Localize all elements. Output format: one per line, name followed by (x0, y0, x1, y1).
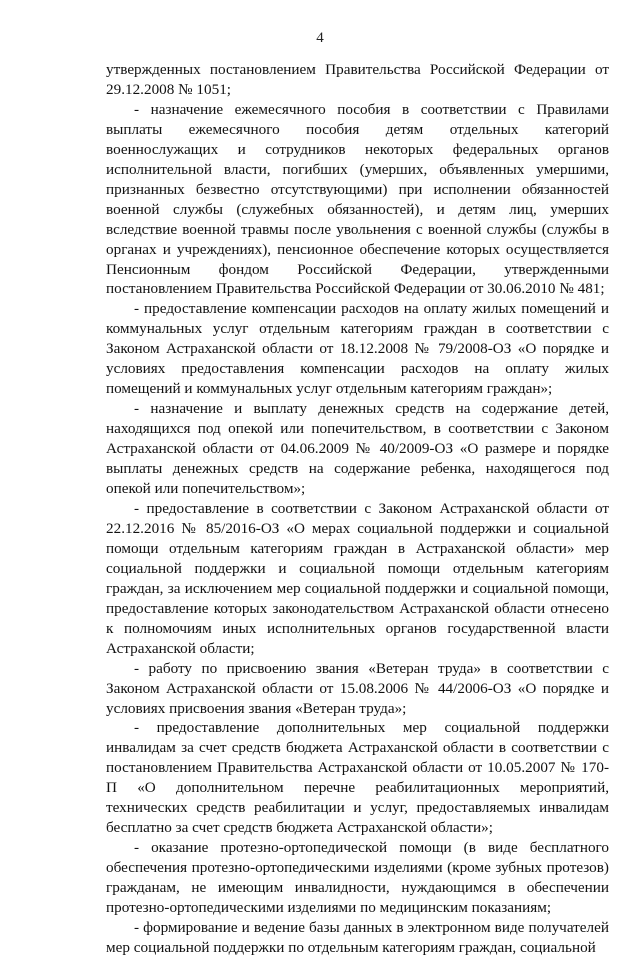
paragraph-database-maintenance: - формирование и ведение базы данных в электронном виде получателей мер социальной поддержки по отдельным категориям граждан, социальной (106, 918, 609, 956)
paragraph-prosthetic-assistance: - оказание протезно-ортопедической помощи (в виде бесплатного обеспечения протезно-ортопедическими изделиями (кроме зубных протезов) гражданам, не имеющим инвалидности, нуждающимся в обеспечении протезно-ортопедическими изделиями по медицинским показаниям; (106, 839, 609, 917)
paragraph-guardianship-payments: - назначение и выплату денежных средств на содержание детей, находящихся под опекой или попечительством, в соответствии с Законом Астраханской области от 04.06.2009 № 40/2009-ОЗ «О размере и порядке выплаты денежных средств на содержание ребенка, находящегося под опекой или попечительством»; (106, 400, 609, 498)
paragraph-monthly-allowance: - назначение ежемесячного пособия в соответствии с Правилами выплаты ежемесячного пособия детям отдельных категорий военнослужащих и сотрудников некоторых федеральных органов исполнительной власти, погибших (умерших, объявленных умершими, признанных безвестно отсутствующими) при исполнении обязанностей военной службы (служебных обязанностей), и детям лиц, умерших вследствие военной травмы после увольнения с военной службы (службы в органах и учреждениях), пенсионное обеспечение которых осуществляется Пенсионным фондом Российской Федерации, утвержденными постановлением Правительства Российской Федерации от 30.06.2010 № 481; (106, 100, 609, 298)
document-body (106, 60, 609, 958)
page-number: 4 (316, 30, 324, 46)
paragraph-social-support-measures: - предоставление в соответствии с Законом Астраханской области от 22.12.2016 № 85/2016-ОЗ «О мерах социальной поддержки и социальной помощи отдельным категориям граждан в Астраханской области» мер социальной поддержки и социальной помощи отдельным категориям граждан, за исключением мер социальной поддержки и социальной помощи, предоставление которых законодательством Астраханской области отнесено к полномочиям иных исполнительных органов государственной власти Астраханской области; (106, 499, 609, 657)
paragraph-disabled-support: - предоставление дополнительных мер социальной поддержки инвалидам за счет средств бюджета Астраханской области в соответствии с постановлением Правительства Астраханской области от 10.05.2007 № 170-П «О дополнительном перечне реабилитационных мероприятий, технических средств реабилитации и услуг, предоставляемых инвалидам бесплатно за счет средств бюджета Астраханской области»; (106, 719, 609, 837)
paragraph-housing-compensation: - предоставление компенсации расходов на оплату жилых помещений и коммунальных услуг отдельным категориям граждан в соответствии с Законом Астраханской области от 18.12.2008 № 79/2008-ОЗ «О порядке и условиях предоставления компенсации расходов на оплату жилых помещений и коммунальных услуг отдельным категориям граждан»; (106, 300, 609, 398)
paragraph-labor-veteran-title: - работу по присвоению звания «Ветеран труда» в соответствии с Законом Астраханской области от 15.08.2006 № 44/2006-ОЗ «О порядке и условиях присвоения звания «Ветеран труда»; (106, 659, 609, 717)
paragraph-continuation: утвержденных постановлением Правительства Российской Федерации от 29.12.2008 № 1051; (106, 61, 609, 98)
